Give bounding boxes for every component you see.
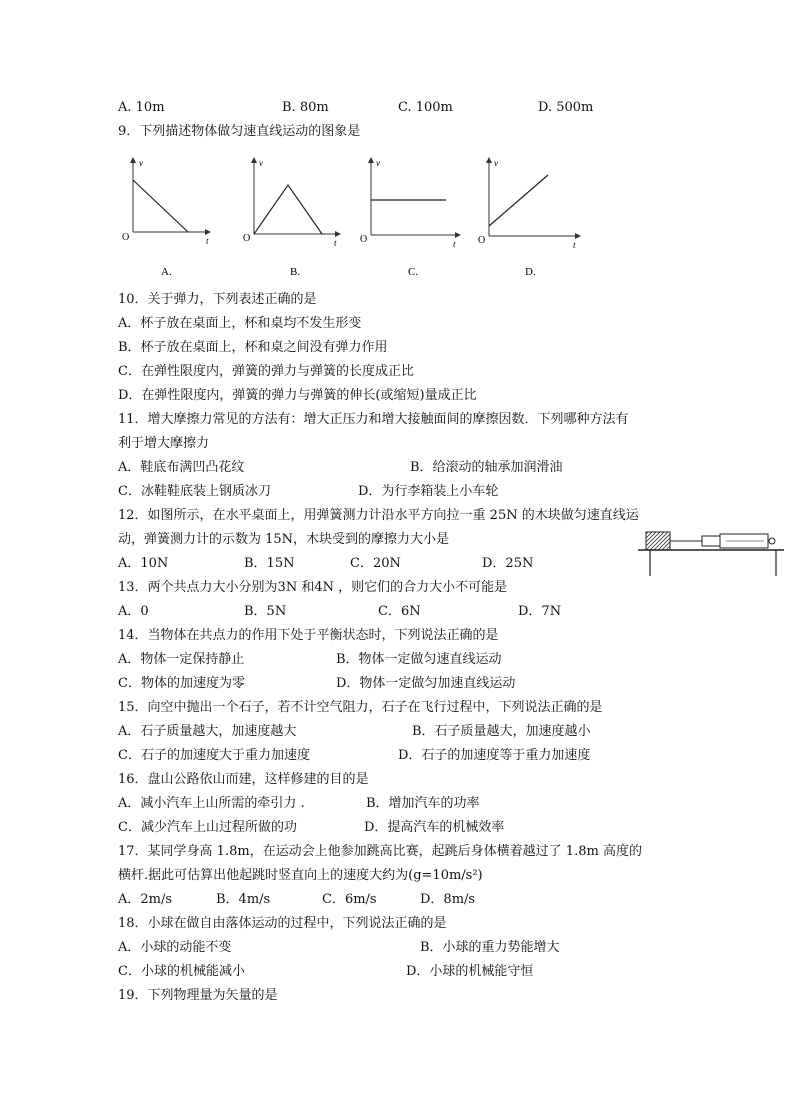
- graph-b-origin: O: [243, 233, 251, 244]
- graph-c-origin: O: [360, 234, 368, 245]
- q17-stem-line1: 17．某同学身高 1.8m，在运动会上他参加跳高比赛，起跳后身体横着越过了 1.8m 高度的: [118, 844, 642, 859]
- q13-option-a: A．0: [118, 604, 149, 619]
- q12-figure: [636, 528, 786, 578]
- graph-d-label: D.: [525, 266, 536, 278]
- q13-option-c: C．6N: [378, 604, 421, 619]
- graph-d-origin: O: [478, 235, 486, 246]
- q16-stem: 16．盘山公路依山而建，这样修建的目的是: [118, 772, 369, 787]
- graph-d-t-label: t: [573, 240, 576, 250]
- q18-option-a: A．小球的动能不变: [118, 940, 232, 955]
- q8-option-b: B. 80m: [282, 100, 329, 115]
- q12-stem-line2: 动，弹簧测力计的示数为 15N，木块受到的摩擦力大小是: [118, 532, 450, 547]
- q12-stem-line1: 12．如图所示，在水平桌面上，用弹簧测力计沿水平方向拉一重 25N 的木块做匀速直线运: [118, 508, 639, 523]
- q10-option-a: A．杯子放在桌面上，杯和桌均不发生形变: [118, 316, 362, 331]
- graph-b: [243, 158, 340, 278]
- q8-option-d: D. 500m: [538, 100, 594, 115]
- q13-option-b: B．5N: [244, 604, 287, 619]
- graph-a-v-label: v: [139, 158, 143, 168]
- q17-option-c: C．6m/s: [322, 892, 377, 907]
- q13-option-d: D．7N: [518, 604, 562, 619]
- q15-option-c: C．石子的加速度大于重力加速度: [118, 748, 310, 763]
- q10-stem: 10．关于弹力，下列表述正确的是: [118, 292, 317, 307]
- q18-option-b: B．小球的重力势能增大: [420, 940, 560, 955]
- q18-option-d: D．小球的机械能守恒: [406, 964, 534, 979]
- q18-option-c: C．小球的机械能减小: [118, 964, 245, 979]
- q17-option-d: D．8m/s: [420, 892, 476, 907]
- q9-graphs: [0, 145, 790, 295]
- wooden-block: [646, 532, 670, 550]
- q11-option-a: A．鞋底布满凹凸花纹: [118, 460, 245, 475]
- graph-a-t-label: t: [206, 236, 209, 246]
- q16-option-a: A．减小汽车上山所需的牵引力 .: [118, 796, 305, 811]
- q15-option-d: D．石子的加速度等于重力加速度: [398, 748, 591, 763]
- q17-stem-line2: 横杆.据此可估算出他起跳时竖直向上的速度大约为(g=10m/s²): [118, 868, 483, 883]
- q18-stem: 18．小球在做自由落体运动的过程中，下列说法正确的是: [118, 916, 447, 931]
- q11-option-d: D．为行李箱装上小车轮: [358, 484, 499, 499]
- q14-option-b: B．物体一定做匀速直线运动: [336, 652, 502, 667]
- q10-option-d: D．在弹性限度内，弹簧的弹力与弹簧的伸长(或缩短)量成正比: [118, 388, 477, 403]
- q19-stem: 19．下列物理量为矢量的是: [118, 988, 278, 1003]
- graph-b-t-label: t: [334, 238, 337, 248]
- q15-stem: 15．向空中抛出一个石子，若不计空气阻力，石子在飞行过程中，下列说法正确的是: [118, 700, 603, 715]
- q16-option-c: C．减少汽车上山过程所做的功: [118, 820, 297, 835]
- graph-a-origin: O: [122, 232, 130, 243]
- q16-option-b: B．增加汽车的功率: [366, 796, 480, 811]
- q8-option-c: C. 100m: [398, 100, 453, 115]
- q10-option-c: C．在弹性限度内，弹簧的弹力与弹簧的长度成正比: [118, 364, 414, 379]
- graph-a-label: A.: [161, 266, 172, 278]
- graph-c-t-label: t: [453, 239, 456, 249]
- q12-option-d: D．25N: [482, 556, 534, 571]
- q14-option-a: A．物体一定保持静止: [118, 652, 245, 667]
- q11-stem-line1: 11．增大摩擦力常见的方法有：增大正压力和增大接触面间的摩擦因数．下列哪种方法有: [118, 412, 629, 427]
- q8-option-a: A. 10m: [118, 100, 165, 115]
- q12-option-c: C．20N: [350, 556, 401, 571]
- graph-d: [478, 158, 580, 278]
- q11-option-b: B．给滚动的轴承加润滑油: [410, 460, 563, 475]
- q14-stem: 14．当物体在共点力的作用下处于平衡状态时，下列说法正确的是: [118, 628, 499, 643]
- graph-b-label: B.: [290, 266, 301, 278]
- graph-d-v-label: v: [494, 158, 498, 168]
- q13-stem: 13．两个共点力大小分别为3N 和4N ，则它们的合力大小不可能是: [118, 580, 508, 595]
- q10-option-b: B．杯子放在桌面上，杯和桌之间没有弹力作用: [118, 340, 388, 355]
- graph-a: [122, 158, 210, 278]
- graph-c-v-label: v: [376, 158, 380, 168]
- q12-option-b: B．15N: [244, 556, 295, 571]
- q14-option-c: C．物体的加速度为零: [118, 676, 245, 691]
- graph-b-v-label: v: [259, 158, 263, 168]
- q15-option-b: B．石子质量越大，加速度越小: [412, 724, 591, 739]
- graph-c: [360, 158, 460, 278]
- q17-option-b: B．4m/s: [216, 892, 271, 907]
- q11-stem-line2: 利于增大摩擦力: [118, 436, 210, 451]
- q14-option-d: D．物体一定做匀加速直线运动: [336, 676, 516, 691]
- q12-option-a: A．10N: [118, 556, 169, 571]
- spring-scale: [702, 536, 720, 546]
- q11-option-c: C．冰鞋鞋底装上钢质冰刀: [118, 484, 271, 499]
- q16-option-d: D．提高汽车的机械效率: [364, 820, 505, 835]
- q15-option-a: A．石子质量越大，加速度越大: [118, 724, 297, 739]
- q17-option-a: A．2m/s: [118, 892, 173, 907]
- q9-stem: 9．下列描述物体做匀速直线运动的图象是: [118, 124, 361, 139]
- graph-c-label: C.: [408, 266, 419, 278]
